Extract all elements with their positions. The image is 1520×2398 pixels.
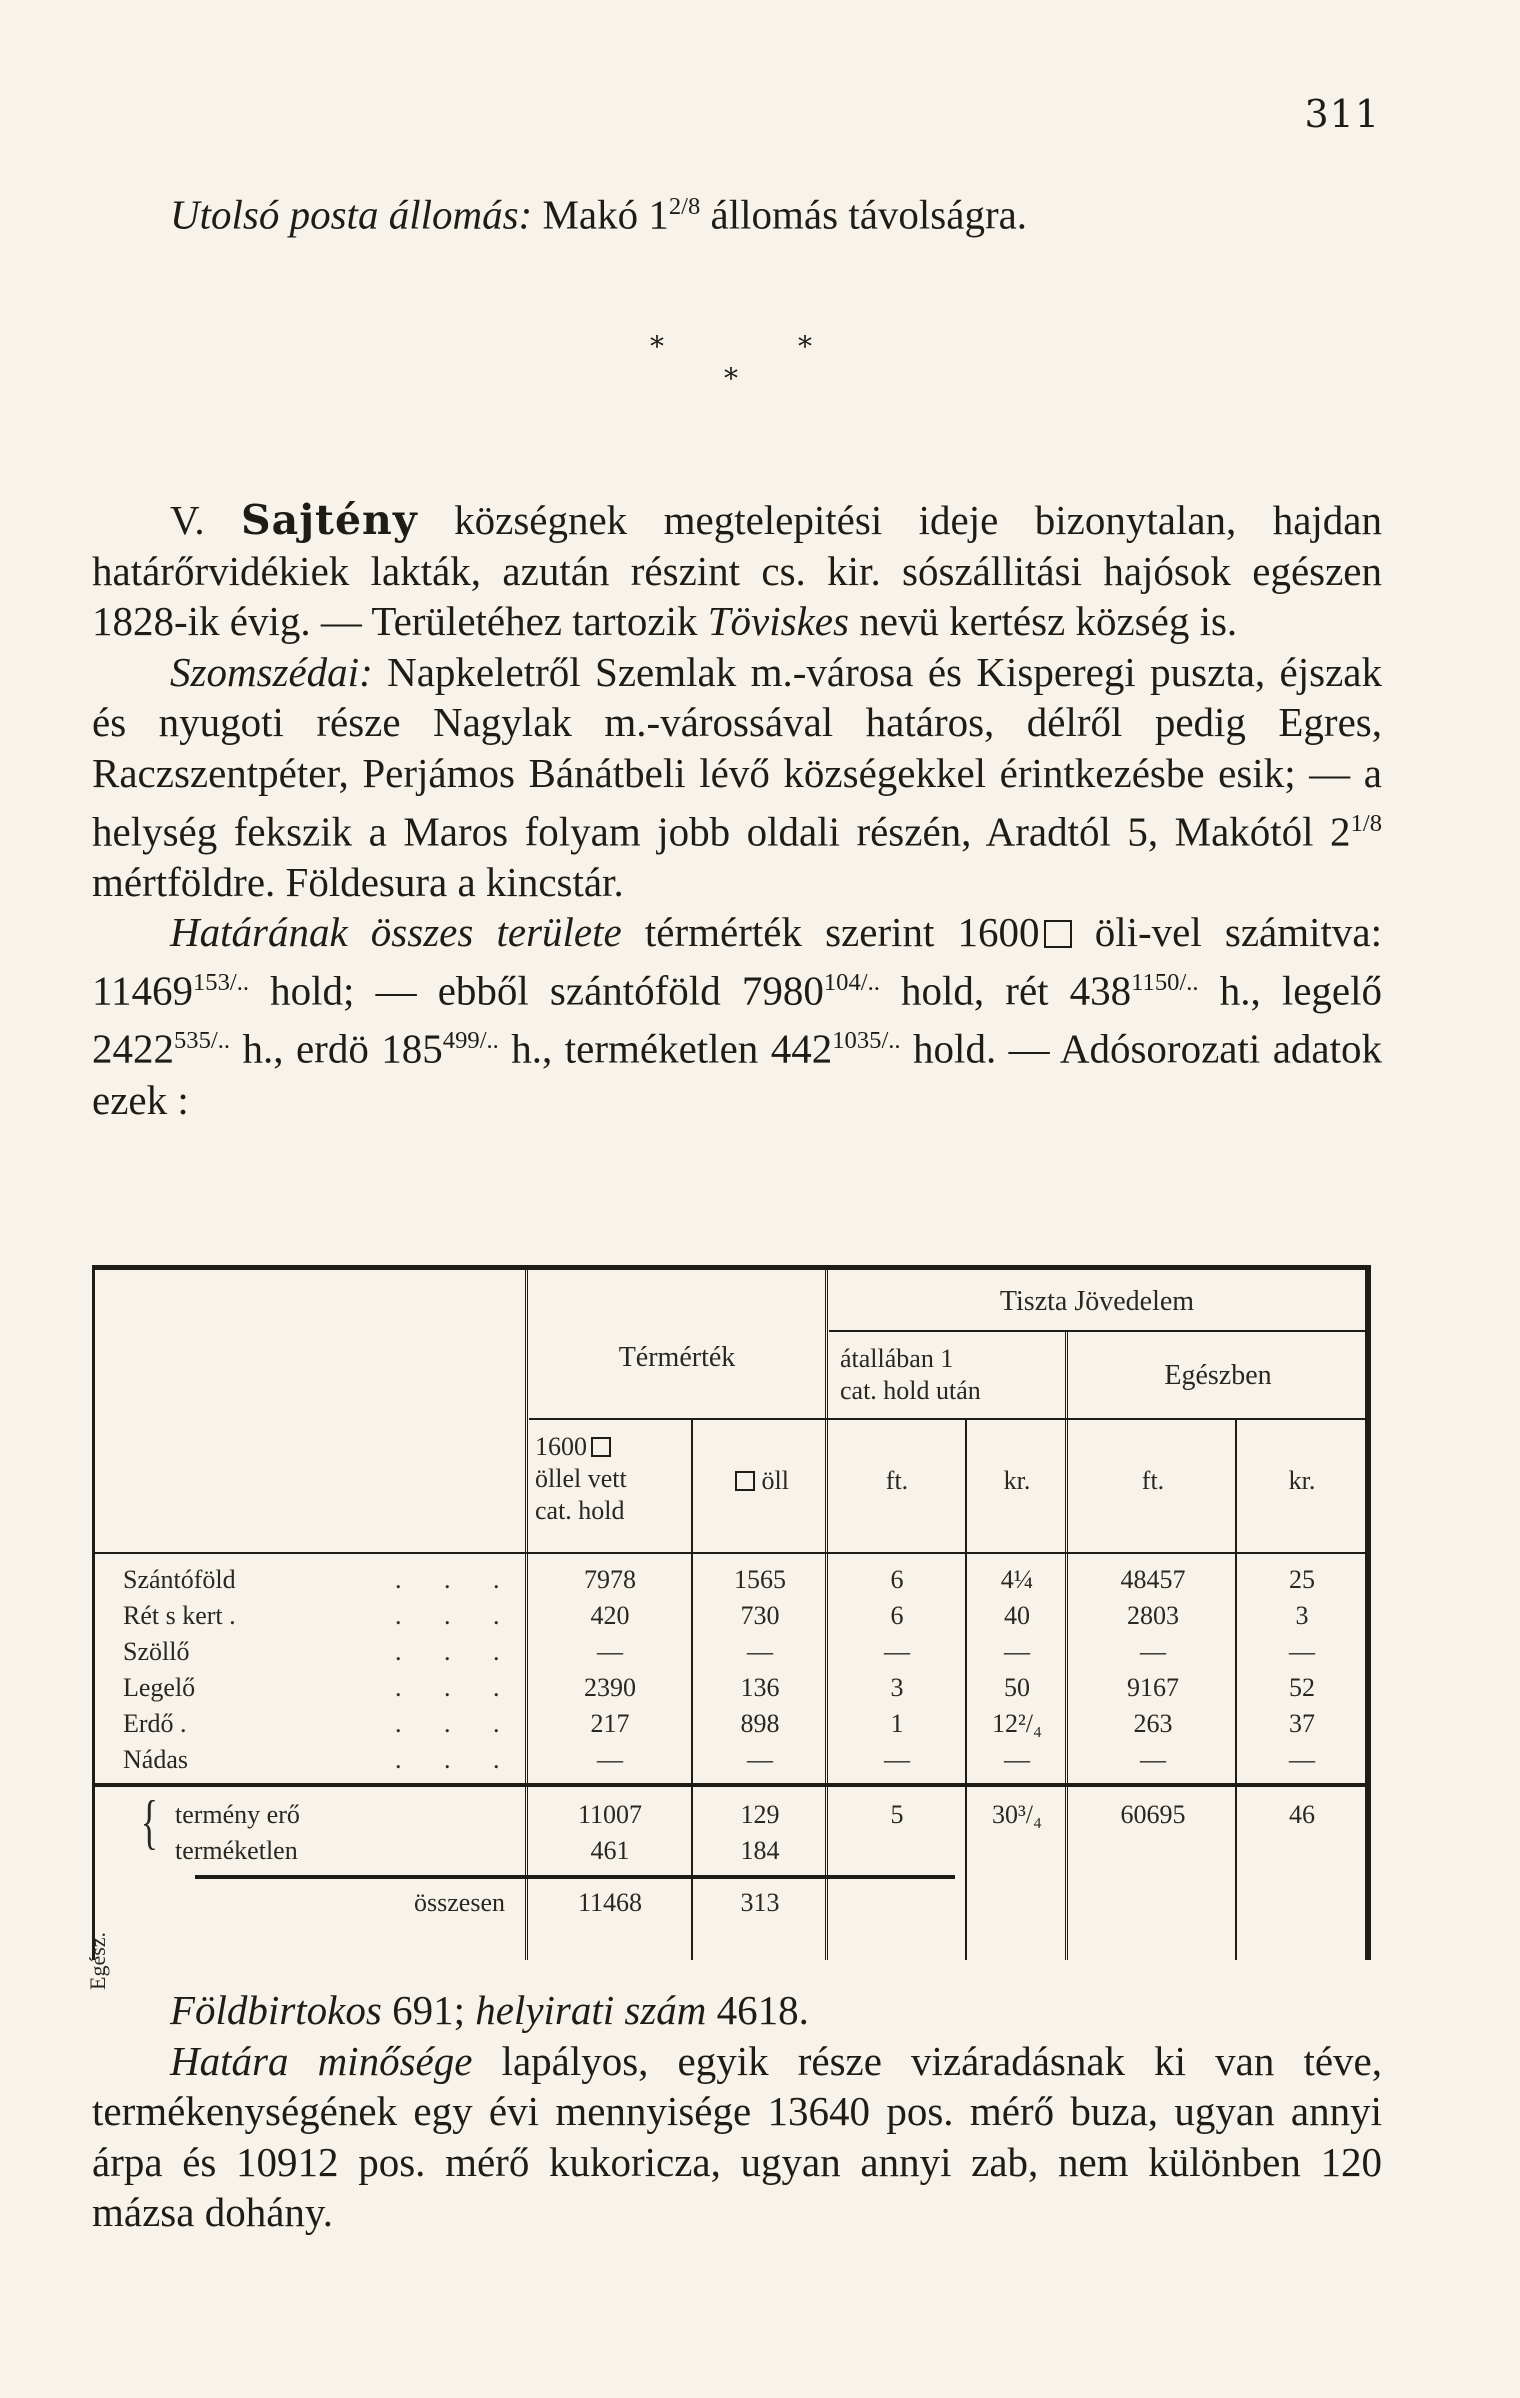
square-symbol-icon xyxy=(1044,920,1072,948)
posta-fraction: 2/8 xyxy=(668,193,701,220)
area-fraction-4: 535/.. xyxy=(174,1027,231,1055)
page-number: 311 xyxy=(1304,92,1380,136)
asterism-separator: * * * xyxy=(650,330,812,395)
landowners-value: 691; xyxy=(392,1987,465,2033)
landowners-label: Földbirtokos xyxy=(170,1987,382,2033)
neighbors-fraction: 1/8 xyxy=(1350,809,1382,837)
leader-dots: . . . xyxy=(395,1745,518,1774)
table-cell-ekr: 3 xyxy=(1295,1601,1309,1630)
intro-text: községnek megtelepitési ideje bizonytalan, hajdan határőrvidékiek lakták, azután részint cs. kir. sószállitási hajósok egészen 1828-ik évig. — Területéhez tartozik xyxy=(92,497,1382,645)
quality-label: Határa minősége xyxy=(170,2037,473,2084)
table-cell-eft: 263 xyxy=(1133,1709,1173,1738)
header-1600-line2: öllel vett xyxy=(535,1464,627,1493)
area-text-4: hold, rét 438 xyxy=(901,967,1132,1014)
header-tiszta-jovedelem: Tiszta Jövedelem xyxy=(999,1286,1195,1317)
leader-dots: . . . xyxy=(395,1637,518,1666)
village-name: Sajtény xyxy=(241,496,418,544)
table-cell-eft: 48457 xyxy=(1120,1565,1186,1594)
leader-dots: . . . xyxy=(395,1709,518,1738)
area-fraction-3: 1150/.. xyxy=(1131,969,1199,996)
square-symbol-icon xyxy=(735,1471,755,1491)
table-cell-ft: 1 xyxy=(890,1709,904,1738)
table-cell-eft: 2803 xyxy=(1127,1601,1179,1630)
table-cell-hold: — xyxy=(597,1637,623,1666)
neighbors-text-end: mértföldre. Földesura a kincstár. xyxy=(92,858,624,905)
total-oll: 313 xyxy=(740,1888,780,1917)
summary-cell-oll: 184 xyxy=(740,1836,780,1865)
header-atallaban: átallában 1 xyxy=(840,1344,954,1373)
area-text-2: öli-vel számitva: 11469 xyxy=(92,909,1382,1014)
helyirati-label: helyirati szám xyxy=(475,1987,707,2033)
leader-dots: . . . xyxy=(395,1565,518,1594)
area-fraction-1: 153/.. xyxy=(192,969,250,996)
table-cell-ft: 6 xyxy=(890,1601,904,1630)
table-cell-eft: 9167 xyxy=(1127,1673,1179,1702)
posta-line xyxy=(92,182,1382,240)
summary-cell-hold: 461 xyxy=(590,1836,630,1865)
summary-ft: 5 xyxy=(890,1800,904,1829)
table-row-label: Legelő xyxy=(123,1673,196,1702)
summary-row-label: terméketlen xyxy=(175,1836,298,1865)
posta-label: Utolsó posta állomás: xyxy=(170,191,533,238)
table-cell-oll: 730 xyxy=(740,1601,780,1630)
table-cell-hold: 2390 xyxy=(584,1673,636,1702)
table-cell-hold: — xyxy=(597,1745,623,1774)
header-cat-hold-utan: cat. hold után xyxy=(840,1376,981,1405)
leader-dots: . . . xyxy=(395,1601,518,1630)
posta-value-suffix: állomás távolságra. xyxy=(710,191,1028,238)
helyirati-value: 4618. xyxy=(716,1987,809,2033)
table-cell-ekr: — xyxy=(1289,1637,1315,1666)
area-text-7: h., terméketlen 442 xyxy=(511,1025,833,1072)
section-number: V. xyxy=(170,497,205,543)
table-cell-eft: — xyxy=(1140,1745,1166,1774)
neighbors-label: Szomszédai: xyxy=(170,648,373,695)
table-cell-oll: — xyxy=(747,1745,773,1774)
header-ft-2: ft. xyxy=(1141,1466,1165,1495)
header-kr-1: kr. xyxy=(1003,1466,1031,1495)
table-row-label: Szántóföld xyxy=(123,1565,236,1594)
summary-kr: 30³/₄ xyxy=(991,1800,1043,1829)
table-cell-kr: 50 xyxy=(1004,1673,1030,1702)
area-fraction-6: 1035/.. xyxy=(832,1027,901,1055)
table-cell-ekr: 52 xyxy=(1289,1673,1315,1702)
header-egeszben: Egészben xyxy=(1164,1360,1272,1391)
paragraph-bottom xyxy=(92,1985,1382,2238)
header-termertek: Térmérték xyxy=(618,1342,736,1373)
table-row-label: Nádas xyxy=(123,1745,188,1774)
summary-cell-hold: 11007 xyxy=(577,1800,643,1829)
table-cell-ft: — xyxy=(884,1637,910,1666)
table-cell-oll: 898 xyxy=(740,1709,780,1738)
table-cell-ekr: — xyxy=(1289,1745,1315,1774)
table-cell-kr: — xyxy=(1004,1637,1030,1666)
table-cell-kr: 40 xyxy=(1004,1601,1030,1630)
table-row-label: Erdő . xyxy=(123,1709,187,1738)
area-text-6: h., erdö 185 xyxy=(242,1025,443,1072)
header-kr-2: kr. xyxy=(1288,1466,1316,1495)
table-cell-oll: 1565 xyxy=(734,1565,786,1594)
area-text-1: térmérték szerint 1600 xyxy=(644,909,1040,956)
area-label: Határának összes területe xyxy=(170,909,622,956)
table-cell-ekr: 37 xyxy=(1289,1709,1315,1738)
table-cell-hold: 217 xyxy=(590,1709,630,1738)
table-cell-kr: 12²/₄ xyxy=(991,1709,1043,1738)
area-text-8: hold. — Adósorozati adatok ezek : xyxy=(92,1025,1383,1123)
header-ft-1: ft. xyxy=(885,1466,909,1495)
table-row-label: Rét s kert . xyxy=(123,1601,236,1630)
quality-text: lapályos, egyik része vizáradásnak ki van téve, termékenységének egy évi mennyisége 13640 pos. mérő buza, ugyan annyi árpa és 10912 pos. mérő kukoricza, ugyan annyi zab, nem különben 120 mázsa dohány. xyxy=(92,2037,1383,2236)
table-cell-oll: — xyxy=(747,1637,773,1666)
area-text-5: h., legelő 2422 xyxy=(92,967,1383,1072)
header-1600-line1: 1600 xyxy=(535,1432,611,1462)
total-label: összesen xyxy=(414,1888,505,1917)
area-text-3: hold; — ebből szántóföld 7980 xyxy=(270,967,824,1014)
table-row-label: Szöllő xyxy=(123,1637,190,1666)
table-cell-kr: — xyxy=(1004,1745,1030,1774)
table-cell-ft: 6 xyxy=(890,1565,904,1594)
summary-egesz-kr: 46 xyxy=(1289,1800,1315,1829)
side-label-egesz: Egész. xyxy=(85,1931,110,1990)
summary-cell-oll: 129 xyxy=(740,1800,780,1829)
area-fraction-5: 499/.. xyxy=(442,1027,499,1055)
table-cell-oll: 136 xyxy=(740,1673,780,1702)
header-oll: öll xyxy=(695,1466,825,1496)
square-symbol-icon xyxy=(591,1437,611,1457)
tax-data-table xyxy=(85,1265,1371,1990)
posta-value-prefix: Makó 1 xyxy=(542,191,669,238)
neighbors-text: Napkeletről Szemlak m.-városa és Kisperegi puszta, éjszak és nyugoti része Nagylak m.-várossával határos, délről pedig Egres, Raczszentpéter, Perjámos Bánátbeli lévő községekkel érintkezésbe esik; — a helység fekszik a Maros folyam jobb oldali részén, Aradtól 5, Makótól 2 xyxy=(92,648,1382,855)
leader-dots: . . . xyxy=(395,1673,518,1702)
table-cell-eft: — xyxy=(1140,1637,1166,1666)
table-cell-ft: 3 xyxy=(890,1673,904,1702)
paragraph-intro xyxy=(92,495,1382,1125)
toviskes-name: Töviskes xyxy=(707,598,849,645)
header-1600-line3: cat. hold xyxy=(535,1496,625,1525)
bracket-icon: { xyxy=(140,1789,159,1855)
table-cell-hold: 7978 xyxy=(584,1565,636,1594)
summary-row-label: termény erő xyxy=(175,1800,300,1829)
table-cell-kr: 4¼ xyxy=(1000,1565,1034,1594)
summary-egesz-ft: 60695 xyxy=(1120,1800,1186,1829)
table-cell-hold: 420 xyxy=(590,1601,630,1630)
total-hold: 11468 xyxy=(577,1888,643,1917)
area-fraction-2: 104/.. xyxy=(823,969,880,996)
intro-text-end: nevü kertész község is. xyxy=(859,598,1238,645)
table-cell-ft: — xyxy=(884,1745,910,1774)
table-cell-ekr: 25 xyxy=(1289,1565,1315,1594)
